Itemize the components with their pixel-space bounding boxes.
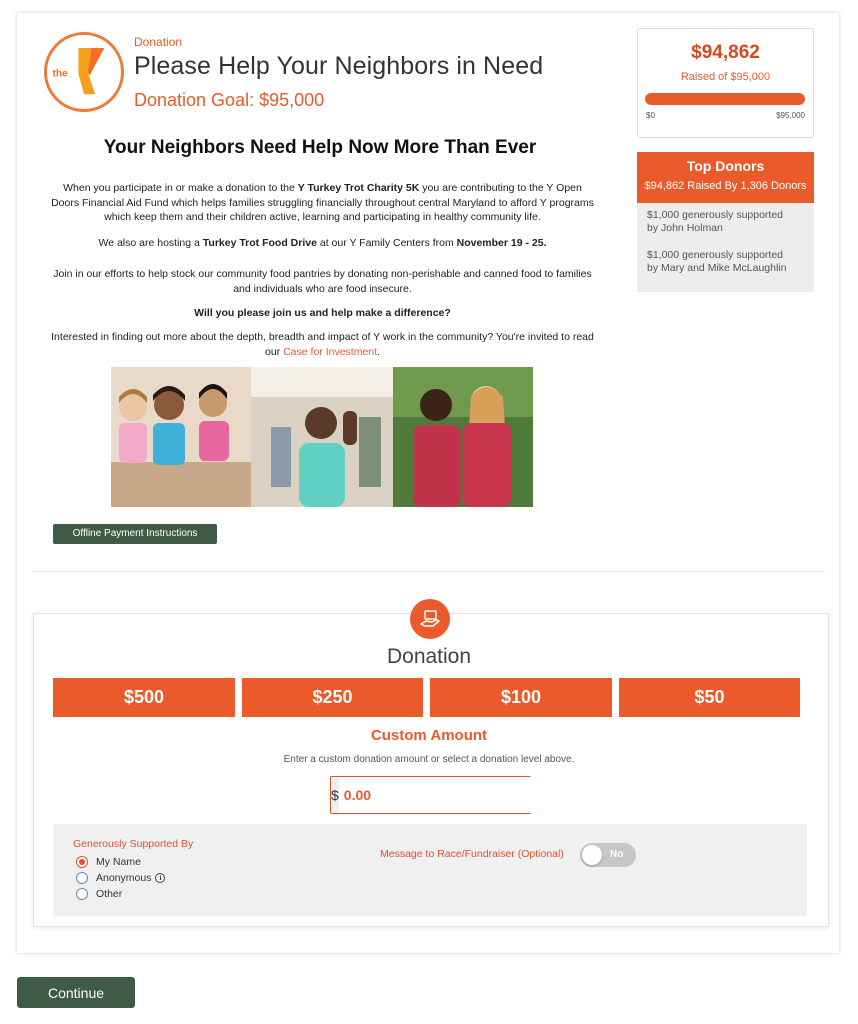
amount-50-button[interactable]: $50 xyxy=(619,678,800,717)
radio-other[interactable] xyxy=(76,887,122,901)
progress-min-label: $0 xyxy=(646,111,655,120)
top-donors-subtitle: $94,862 Raised By 1,306 Donors xyxy=(644,180,807,192)
top-donors-panel xyxy=(637,152,814,292)
toggle-state: No xyxy=(610,849,624,860)
custom-amount-field xyxy=(330,776,531,814)
info-icon[interactable]: i xyxy=(155,873,165,883)
radio-label: Other xyxy=(96,888,123,900)
progress-max-label: $95,000 xyxy=(776,111,805,120)
raised-amount: $94,862 xyxy=(691,42,760,63)
custom-amount-title: Custom Amount xyxy=(370,727,488,744)
food-drive-name: Turkey Trot Food Drive xyxy=(202,237,317,249)
radio-anonymous[interactable] xyxy=(76,871,165,885)
radio-button[interactable] xyxy=(76,872,88,884)
intro-text: When you participate in or make a donation to the xyxy=(63,182,298,194)
radio-button[interactable] xyxy=(76,888,88,900)
donation-goal: Donation Goal: $95,000 xyxy=(134,90,325,110)
radio-label: Anonymous xyxy=(96,872,152,884)
progress-bar-fill xyxy=(645,93,805,105)
food-drive-paragraph xyxy=(50,236,595,251)
ymca-logo xyxy=(44,32,124,112)
case-for-investment-link[interactable]: Case for Investment xyxy=(283,345,378,358)
donor-amount: $1,000 generously supported xyxy=(647,249,784,261)
donor-amount: $1,000 generously supported xyxy=(647,209,784,221)
amount-500-button[interactable]: $500 xyxy=(53,678,235,717)
radio-button[interactable] xyxy=(76,856,88,868)
offline-payment-button[interactable]: Offline Payment Instructions xyxy=(53,524,217,544)
food-drive-text: We also are hosting a xyxy=(98,237,203,249)
call-to-action-text: Will you please join us and help make a difference? xyxy=(194,307,451,319)
message-toggle[interactable] xyxy=(580,843,636,867)
food-drive-dates: November 19 - 25. xyxy=(456,237,547,249)
join-paragraph: Join in our efforts to help stock our community food pantries by donating non-perishable and canned food to families and individuals who are food insecure. xyxy=(53,268,592,295)
custom-amount-help: Enter a custom donation amount or select a donation level above. xyxy=(283,754,575,765)
top-donors-title: Top Donors xyxy=(686,158,765,174)
supported-by-title: Generously Supported By xyxy=(73,838,194,850)
donation-hand-icon xyxy=(410,599,450,639)
progress-bar xyxy=(645,93,805,105)
donor-item xyxy=(637,235,814,275)
donor-name: by John Holman xyxy=(647,222,723,234)
section-divider xyxy=(32,571,825,572)
progress-card xyxy=(637,28,814,138)
raised-of-label: Raised of $95,000 xyxy=(680,71,771,83)
message-label: Message to Race/Fundraiser (Optional) xyxy=(380,848,564,860)
investment-text: Interested in finding out more about the depth, breadth and impact of Y work in the community? You're invited to read our xyxy=(51,331,594,358)
intro-text: you are contributing to the Y Open Doors Financial Aid Fund which helps families struggling financially throughout central Maryland to afford Y programs which keep them and their children active, learning and participating in healthy community life. xyxy=(51,182,594,223)
donation-title: Donation xyxy=(386,645,472,668)
toggle-knob xyxy=(582,845,602,865)
supported-by-panel xyxy=(53,824,807,916)
intro-paragraph xyxy=(50,181,595,225)
radio-label: My Name xyxy=(96,856,141,868)
radio-my-name[interactable] xyxy=(76,855,141,869)
call-to-action xyxy=(50,306,595,321)
top-donors-header xyxy=(637,152,814,203)
page-eyebrow: Donation xyxy=(134,35,183,49)
custom-amount-input[interactable] xyxy=(339,777,540,813)
investment-paragraph xyxy=(50,330,595,359)
amount-250-button[interactable]: $250 xyxy=(242,678,423,717)
event-name: Y Turkey Trot Charity 5K xyxy=(297,182,420,194)
svg-text:the: the xyxy=(52,68,68,80)
page-title: Please Help Your Neighbors in Need xyxy=(134,52,544,80)
photo-collage xyxy=(111,367,533,507)
investment-text: . xyxy=(377,345,380,358)
amount-100-button[interactable]: $100 xyxy=(430,678,612,717)
donor-name: by Mary and Mike McLaughlin xyxy=(647,262,787,274)
section-heading: Your Neighbors Need Help Now More Than Ever xyxy=(103,137,537,158)
continue-button[interactable]: Continue xyxy=(17,977,135,1008)
food-drive-text: at our Y Family Centers from xyxy=(316,237,457,249)
currency-prefix: $ xyxy=(331,777,339,813)
donor-item xyxy=(637,203,814,235)
